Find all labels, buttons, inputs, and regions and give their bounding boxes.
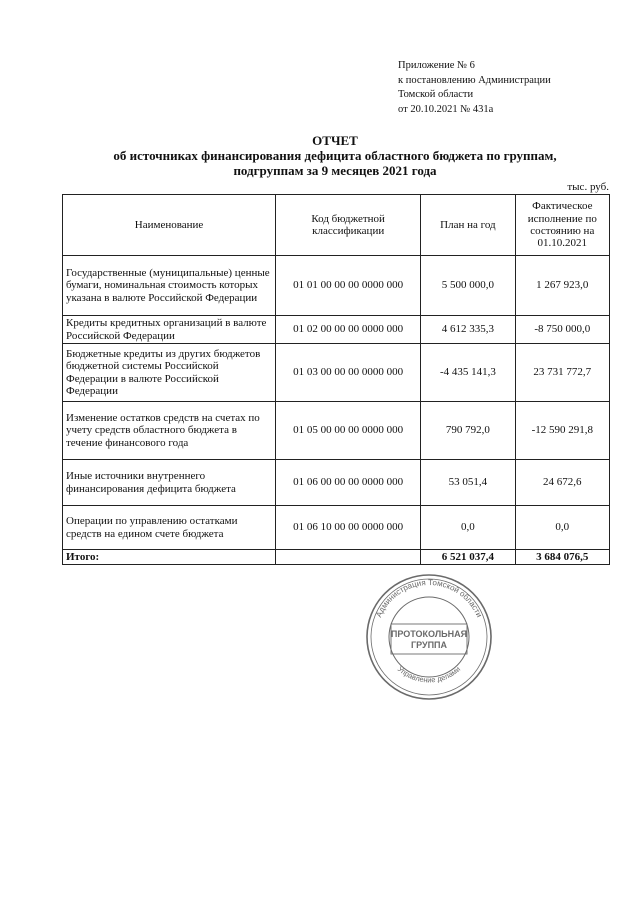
row-code: 01 05 00 00 00 0000 000: [276, 402, 421, 460]
header-name: Наименование: [63, 195, 276, 256]
header-plan: План на год: [421, 195, 515, 256]
row-name: Иные источники внутреннего финансирования дефицита бюджета: [63, 460, 276, 506]
table-row: [63, 316, 610, 344]
total-plan: 6 521 037,4: [421, 550, 515, 565]
header-code: Код бюджетной классификации: [276, 195, 421, 256]
header-actual: Фактическое исполнение по состоянию на 01.10.2021: [515, 195, 609, 256]
row-plan: 790 792,0: [421, 402, 515, 460]
row-plan: -4 435 141,3: [421, 344, 515, 402]
units-label: тыс. руб.: [567, 181, 609, 193]
row-plan: 5 500 000,0: [421, 256, 515, 316]
stamp-inner-line2: ГРУППА: [410, 640, 448, 650]
row-code: 01 06 10 00 00 0000 000: [276, 506, 421, 550]
title-line: подгруппам за 9 месяцев 2021 года: [233, 163, 437, 178]
table-row: [63, 344, 610, 402]
row-name: Бюджетные кредиты из других бюджетов бюджетной системы Российской Федерации в валюте Российской Федерации: [63, 344, 276, 402]
appendix-line: от 20.10.2021 № 431а: [398, 103, 494, 115]
row-code: 01 06 00 00 00 0000 000: [276, 460, 421, 506]
row-plan: 4 612 335,3: [421, 316, 515, 344]
title-line: ОТЧЕТ: [312, 133, 358, 148]
row-actual: 23 731 772,7: [515, 344, 609, 402]
report-table: [62, 194, 610, 565]
row-name: Изменение остатков средств на счетах по учету средств областного бюджета в течение финансового года: [63, 402, 276, 460]
appendix-note: [398, 59, 551, 117]
row-actual: 0,0: [515, 506, 609, 550]
row-actual: -8 750 000,0: [515, 316, 609, 344]
stamp-bottom-text: Управление делами: [395, 664, 463, 685]
row-name: Операции по управлению остатками средств на едином счете бюджета: [63, 506, 276, 550]
row-plan: 0,0: [421, 506, 515, 550]
table-row: [63, 506, 610, 550]
stamp-outer-text: Администрация Томской области: [374, 577, 484, 619]
row-name: Государственные (муниципальные) ценные бумаги, номинальная стоимость которых указана в валюте Российской Федерации: [63, 256, 276, 316]
row-code: 01 01 00 00 00 0000 000: [276, 256, 421, 316]
row-actual: 1 267 923,0: [515, 256, 609, 316]
row-plan: 53 051,4: [421, 460, 515, 506]
row-actual: 24 672,6: [515, 460, 609, 506]
row-actual: -12 590 291,8: [515, 402, 609, 460]
total-label: Итого:: [63, 550, 276, 565]
appendix-line: Приложение № 6: [398, 60, 475, 71]
total-actual: 3 684 076,5: [515, 550, 609, 565]
title-line: об источниках финансирования дефицита областного бюджета по группам,: [113, 148, 557, 163]
stamp-seal-icon: [364, 572, 494, 702]
appendix-line: Томской области: [398, 89, 474, 100]
row-name: Кредиты кредитных организаций в валюте Российской Федерации: [63, 316, 276, 344]
table-row: [63, 256, 610, 316]
total-row: [63, 550, 610, 565]
total-code: [276, 550, 421, 565]
table-row: [63, 460, 610, 506]
appendix-line: к постановлению Администрации: [398, 74, 551, 86]
table-header-row: [63, 195, 610, 256]
official-stamp: [364, 572, 494, 702]
row-code: 01 03 00 00 00 0000 000: [276, 344, 421, 402]
stamp-inner-line1: ПРОТОКОЛЬНАЯ: [390, 629, 468, 639]
table-row: [63, 402, 610, 460]
report-title: [60, 133, 610, 178]
row-code: 01 02 00 00 00 0000 000: [276, 316, 421, 344]
